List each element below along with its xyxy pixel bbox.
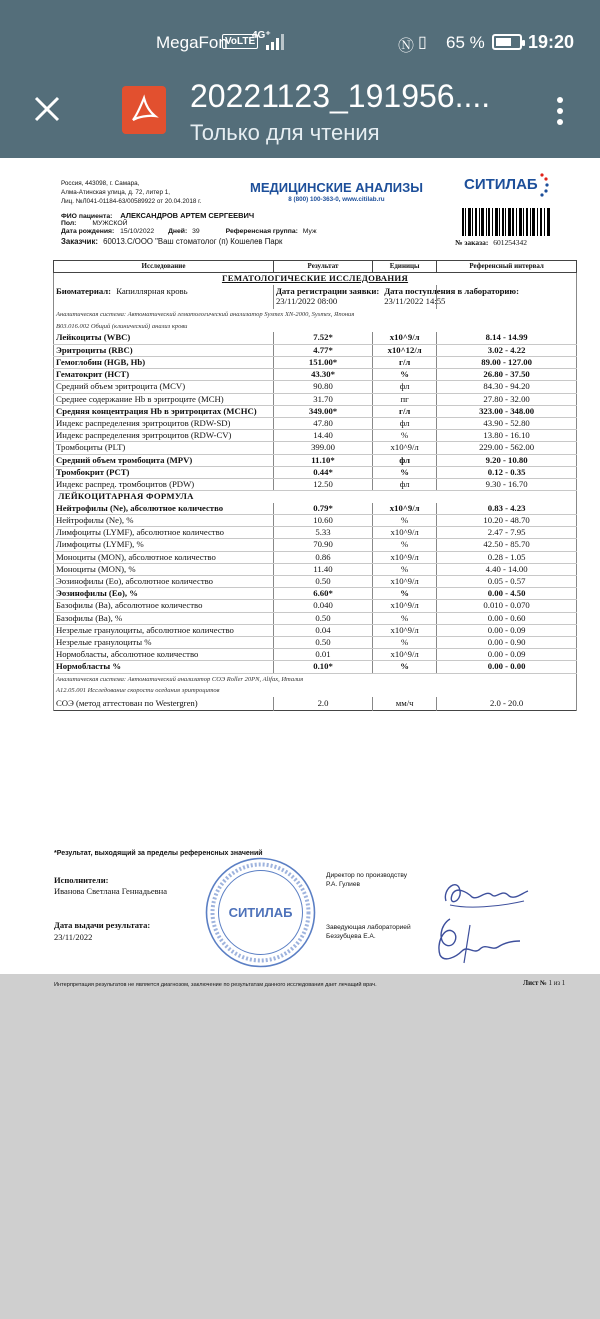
result-cell: 0.50 bbox=[273, 637, 372, 649]
arrival-date: 23/11/2022 14:55 bbox=[384, 295, 446, 306]
ref-group-label: Референсная группа: bbox=[225, 228, 298, 235]
reference-cell: 0.00 - 0.60 bbox=[437, 612, 577, 624]
unit-cell: % bbox=[373, 466, 437, 478]
citilab-logo: СИТИЛАБ bbox=[464, 176, 538, 193]
test-name-cell: Лимфоциты (LYMF), % bbox=[54, 539, 274, 551]
unit-cell: % bbox=[373, 430, 437, 442]
table-row bbox=[54, 332, 577, 344]
reference-cell: 0.00 - 0.90 bbox=[437, 637, 577, 649]
result-cell: 0.50 bbox=[273, 612, 372, 624]
reference-cell: 42.50 - 85.70 bbox=[437, 539, 577, 551]
director-title: Директор по производству bbox=[326, 872, 408, 879]
unit-cell: % bbox=[373, 588, 437, 600]
sheet-number bbox=[523, 980, 565, 987]
result-cell: 0.44* bbox=[273, 466, 372, 478]
test-name-cell: Тромбоциты (PLT) bbox=[54, 442, 274, 454]
table-row bbox=[54, 479, 577, 491]
result-cell: 7.52* bbox=[273, 332, 372, 344]
pdf-page[interactable] bbox=[0, 158, 600, 988]
table-row bbox=[54, 405, 577, 417]
result-cell: 399.00 bbox=[273, 442, 372, 454]
result-cell: 6.60* bbox=[273, 588, 372, 600]
table-row bbox=[54, 503, 577, 515]
director-block bbox=[326, 871, 407, 889]
result-cell: 12.50 bbox=[273, 479, 372, 491]
more-options-icon[interactable] bbox=[553, 96, 567, 126]
reference-cell: 0.28 - 1.05 bbox=[437, 551, 577, 563]
reference-cell: 3.02 - 4.22 bbox=[437, 344, 577, 356]
table-row bbox=[54, 624, 577, 636]
volte-badge: VoLTE bbox=[222, 34, 258, 49]
unit-cell: % bbox=[373, 514, 437, 526]
test-name-cell: Средний объем тромбоцита (MPV) bbox=[54, 454, 274, 466]
reference-cell: 4.40 - 14.00 bbox=[437, 563, 577, 575]
test-name-cell: Нейтрофилы (Ne), % bbox=[54, 514, 274, 526]
dob-value: 15/10/2022 bbox=[120, 228, 155, 235]
result-cell: 10.60 bbox=[273, 514, 372, 526]
result-cell: 11.10* bbox=[273, 454, 372, 466]
table-row bbox=[54, 514, 577, 526]
patient-name-row bbox=[61, 211, 254, 220]
result-cell: 0.04 bbox=[273, 624, 372, 636]
unit-cell: x10^9/л bbox=[373, 527, 437, 539]
customer-label: Заказчик: bbox=[61, 237, 98, 246]
reference-cell: 229.00 - 562.00 bbox=[437, 442, 577, 454]
table-row bbox=[54, 417, 577, 429]
table-row bbox=[54, 612, 577, 624]
battery-icon bbox=[492, 34, 522, 50]
unit-cell: x10^9/л bbox=[373, 649, 437, 661]
test-name-cell: Индекс распределения эритроцитов (RDW-CV) bbox=[54, 430, 274, 442]
biomaterial-cell bbox=[54, 285, 274, 309]
reference-cell: 26.80 - 37.50 bbox=[437, 369, 577, 381]
lab-head-signature bbox=[430, 915, 522, 967]
barcode-image bbox=[462, 208, 552, 236]
reference-cell: 89.00 - 127.00 bbox=[437, 356, 577, 368]
director-signature bbox=[438, 871, 530, 915]
result-cell: 0.50 bbox=[273, 576, 372, 588]
ref-group-value: Муж bbox=[302, 228, 317, 235]
vibrate-icon: ▯ bbox=[418, 34, 427, 51]
issue-date-label: Дата выдачи результата: bbox=[54, 920, 151, 930]
unit-cell: x10^9/л bbox=[373, 503, 437, 515]
unit-cell: x10^9/л bbox=[373, 332, 437, 344]
table-row bbox=[54, 637, 577, 649]
unit-cell: x10^9/л bbox=[373, 600, 437, 612]
unit-cell: % bbox=[373, 563, 437, 575]
reference-cell: 0.12 - 0.35 bbox=[437, 466, 577, 478]
days-label: Дней: bbox=[168, 228, 188, 235]
issue-date: 23/11/2022 bbox=[54, 932, 93, 942]
reference-cell: 27.80 - 32.00 bbox=[437, 393, 577, 405]
unit-cell: г/л bbox=[373, 356, 437, 368]
table-row bbox=[54, 563, 577, 575]
unit-cell: % bbox=[373, 612, 437, 624]
section-heading-row bbox=[54, 491, 577, 503]
unit-cell: мм/ч bbox=[373, 697, 437, 711]
read-only-label: Только для чтения bbox=[190, 120, 380, 145]
reference-cell: 43.90 - 52.80 bbox=[437, 417, 577, 429]
biomaterial-row bbox=[54, 285, 577, 309]
network-type-label: 4G⁺ bbox=[252, 30, 271, 41]
arrival-label: Дата поступления в лабораторию: bbox=[384, 285, 519, 296]
test-name-cell: Средний объем эритроцита (MCV) bbox=[54, 381, 274, 393]
result-cell: 0.86 bbox=[273, 551, 372, 563]
sex-label: Пол: bbox=[61, 220, 77, 227]
reference-cell: 0.00 - 0.00 bbox=[437, 661, 577, 673]
test-name-cell: Моноциты (MON), % bbox=[54, 563, 274, 575]
unit-cell: фл bbox=[373, 479, 437, 491]
test-name-cell: Базофилы (Ba), % bbox=[54, 612, 274, 624]
unit-cell: x10^9/л bbox=[373, 551, 437, 563]
result-cell: 4.77* bbox=[273, 344, 372, 356]
order-number-row bbox=[455, 238, 527, 247]
patient-sex-row bbox=[61, 220, 128, 227]
unit-cell: % bbox=[373, 539, 437, 551]
file-title: 20221123_191956.... bbox=[190, 78, 491, 114]
test-name-cell: Индекс распред. тромбоцитов (PDW) bbox=[54, 479, 274, 491]
result-cell: 70.90 bbox=[273, 539, 372, 551]
arrival-cell bbox=[382, 285, 522, 309]
test-name-cell: СОЭ (метод аттестован по Westergren) bbox=[54, 697, 274, 711]
interpretation-note: Интерпретация результатов не является диагнозом, заключение по результатам данного исследования дает лечащий врач. bbox=[54, 982, 377, 988]
test-code-note: A12.05.001 Исследование скорости оседания эритроцитов bbox=[54, 685, 577, 697]
test-name-cell: Эозинофилы (Eo), % bbox=[54, 588, 274, 600]
table-row bbox=[54, 393, 577, 405]
performers-label: Исполнители: bbox=[54, 875, 109, 885]
test-code-note: B03.016.002 Общий (клинический) анализ крови bbox=[54, 320, 577, 332]
address-line: Россия, 443098, г. Самара, bbox=[61, 180, 140, 187]
note-row bbox=[54, 685, 577, 697]
reference-cell: 0.010 - 0.070 bbox=[437, 600, 577, 612]
reference-cell: 0.05 - 0.57 bbox=[437, 576, 577, 588]
sheet-value: 1 bbox=[548, 980, 552, 987]
reference-cell: 2.0 - 20.0 bbox=[437, 697, 577, 711]
unit-cell: x10^9/л bbox=[373, 624, 437, 636]
test-name-cell: Незрелые гранулоциты % bbox=[54, 637, 274, 649]
signal-icon bbox=[266, 33, 286, 50]
table-row bbox=[54, 539, 577, 551]
table-row bbox=[54, 344, 577, 356]
patient-dob-row bbox=[61, 228, 317, 235]
table-row bbox=[54, 381, 577, 393]
order-label: № заказа: bbox=[455, 238, 489, 247]
result-cell: 31.70 bbox=[273, 393, 372, 405]
table-row bbox=[54, 430, 577, 442]
pdf-file-icon bbox=[122, 86, 166, 134]
director-name: Р.А. Гулиев bbox=[326, 881, 361, 888]
test-name-cell: Нейтрофилы (Ne), абсолютное количество bbox=[54, 503, 274, 515]
result-cell: 0.01 bbox=[273, 649, 372, 661]
table-row bbox=[54, 649, 577, 661]
analyzer-note: Аналитическая система: Автоматический анализатор СОЭ Roller 20PN, Alifax, Италия bbox=[54, 673, 577, 685]
section-heading: ГЕМАТОЛОГИЧЕСКИЕ ИССЛЕДОВАНИЯ bbox=[54, 273, 577, 285]
table-row bbox=[54, 369, 577, 381]
brand-header bbox=[250, 180, 423, 203]
sheet-total: из 1 bbox=[553, 980, 566, 987]
reference-cell: 9.30 - 16.70 bbox=[437, 479, 577, 491]
license-line: Лиц. №Л041-01184-63/00589922 от 20.04.2018 г. bbox=[61, 197, 202, 205]
performer-name: Иванова Светлана Геннадьевна bbox=[54, 886, 167, 896]
test-name-cell: Гемоглобин (HGB, Hb) bbox=[54, 356, 274, 368]
unit-cell: фл bbox=[373, 381, 437, 393]
reference-cell: 10.20 - 48.70 bbox=[437, 514, 577, 526]
nfc-icon: Ⓝ bbox=[398, 38, 415, 55]
unit-cell: фл bbox=[373, 454, 437, 466]
battery-percent: 65 % bbox=[446, 33, 485, 52]
reference-cell: 0.00 - 0.09 bbox=[437, 649, 577, 661]
table-row bbox=[54, 356, 577, 368]
reference-cell: 13.80 - 16.10 bbox=[437, 430, 577, 442]
section-heading: ЛЕЙКОЦИТАРНАЯ ФОРМУЛА bbox=[54, 491, 577, 503]
address-line: Алма-Атинская улица, д. 72, литер 1, bbox=[61, 188, 170, 196]
result-cell: 0.79* bbox=[273, 503, 372, 515]
days-value: 39 bbox=[192, 228, 200, 235]
test-name-cell: Средняя концентрация Hb в эритроцитах (MCHC) bbox=[54, 405, 274, 417]
sex-value: МУЖСКОЙ bbox=[92, 220, 128, 227]
unit-cell: % bbox=[373, 637, 437, 649]
note-row bbox=[54, 320, 577, 332]
test-name-cell: Эритроциты (RBC) bbox=[54, 344, 274, 356]
test-name-cell: Лейкоциты (WBC) bbox=[54, 332, 274, 344]
status-bar bbox=[0, 0, 600, 64]
unit-cell: г/л bbox=[373, 405, 437, 417]
test-name-cell: Нормобласты % bbox=[54, 661, 274, 673]
close-icon[interactable] bbox=[30, 92, 64, 126]
clock: 19:20 bbox=[528, 32, 575, 52]
test-name-cell: Гематокрит (HCT) bbox=[54, 369, 274, 381]
test-name-cell: Незрелые гранулоциты, абсолютное количество bbox=[54, 624, 274, 636]
sheet-label: Лист № bbox=[523, 980, 547, 987]
analyzer-note: Аналитическая система: Автоматический гематологический анализатор Sysmex XN-2000, Sysmex, Япония bbox=[54, 309, 577, 321]
unit-cell: x10^12/л bbox=[373, 344, 437, 356]
unit-cell: % bbox=[373, 369, 437, 381]
lab-head-title: Заведующая лабораторией bbox=[326, 924, 411, 931]
biomaterial-value: Капиллярная кровь bbox=[116, 285, 188, 296]
brand-contacts: 8 (800) 100-363-0, www.citilab.ru bbox=[288, 196, 385, 203]
lab-head-name: Беззубцева Е.А. bbox=[326, 933, 376, 940]
section-heading-row bbox=[54, 273, 577, 285]
biomaterial-label: Биоматериал: bbox=[56, 285, 112, 296]
test-name-cell: Эозинофилы (Eo), абсолютное количество bbox=[54, 576, 274, 588]
table-row bbox=[54, 466, 577, 478]
table-row bbox=[54, 442, 577, 454]
stamp-text: СИТИЛАБ bbox=[228, 905, 293, 920]
order-number: 601254342 bbox=[493, 238, 528, 247]
reference-cell: 2.47 - 7.95 bbox=[437, 527, 577, 539]
result-cell: 349.00* bbox=[273, 405, 372, 417]
reference-cell: 8.14 - 14.99 bbox=[437, 332, 577, 344]
reference-cell: 0.00 - 4.50 bbox=[437, 588, 577, 600]
table-header-row bbox=[54, 261, 577, 273]
result-cell: 0.10* bbox=[273, 661, 372, 673]
column-header: Единицы bbox=[373, 261, 437, 273]
table-row bbox=[54, 527, 577, 539]
unit-cell: x10^9/л bbox=[373, 442, 437, 454]
logo-dots-icon bbox=[538, 172, 550, 198]
customer-value: 60013.С/ООО "Ваш стоматолог (п) Кошелев Парк bbox=[103, 237, 283, 246]
result-cell: 5.33 bbox=[273, 527, 372, 539]
result-cell: 47.80 bbox=[273, 417, 372, 429]
test-name-cell: Базофилы (Ba), абсолютное количество bbox=[54, 600, 274, 612]
test-name-cell: Среднее содержание Hb в эритроците (MCH) bbox=[54, 393, 274, 405]
unit-cell: фл bbox=[373, 417, 437, 429]
table-row bbox=[54, 576, 577, 588]
test-name-cell: Тромбокрит (PCT) bbox=[54, 466, 274, 478]
patient-name: АЛЕКСАНДРОВ АРТЕМ СЕРГЕЕВИЧ bbox=[120, 211, 255, 220]
reference-cell: 84.30 - 94.20 bbox=[437, 381, 577, 393]
table-row bbox=[54, 551, 577, 563]
dob-label: Дата рождения: bbox=[61, 228, 115, 235]
patient-name-label: ФИО пациента: bbox=[61, 213, 113, 220]
footnote: *Результат, выходящий за пределы референсных значений bbox=[54, 850, 263, 857]
registration-date: 23/11/2022 08:00 bbox=[275, 295, 338, 306]
carrier-label: MegaFon bbox=[156, 33, 228, 52]
column-header: Результат bbox=[273, 261, 372, 273]
lab-address bbox=[61, 180, 201, 206]
result-cell: 151.00* bbox=[273, 356, 372, 368]
brand-title: МЕДИЦИНСКИЕ АНАЛИЗЫ bbox=[250, 180, 423, 195]
result-cell: 43.30* bbox=[273, 369, 372, 381]
test-name-cell: Моноциты (MON), абсолютное количество bbox=[54, 551, 274, 563]
result-cell: 2.0 bbox=[273, 697, 372, 711]
unit-cell: x10^9/л bbox=[373, 576, 437, 588]
result-cell: 0.040 bbox=[273, 600, 372, 612]
reference-cell: 0.83 - 4.23 bbox=[437, 503, 577, 515]
table-row bbox=[54, 588, 577, 600]
reference-cell: 323.00 - 348.00 bbox=[437, 405, 577, 417]
test-name-cell: Нормобласты, абсолютное количество bbox=[54, 649, 274, 661]
unit-cell: % bbox=[373, 661, 437, 673]
column-header: Исследование bbox=[54, 261, 274, 273]
note-row bbox=[54, 309, 577, 321]
table-row bbox=[54, 661, 577, 673]
column-header: Референсный интервал bbox=[437, 261, 577, 273]
results-table bbox=[53, 260, 577, 711]
test-name-cell: Лимфоциты (LYMF), абсолютное количество bbox=[54, 527, 274, 539]
lab-head-block bbox=[326, 923, 411, 941]
app-bar bbox=[0, 64, 600, 158]
table-row bbox=[54, 454, 577, 466]
note-row bbox=[54, 673, 577, 685]
unit-cell: пг bbox=[373, 393, 437, 405]
customer-row bbox=[61, 237, 282, 246]
reference-cell: 0.00 - 0.09 bbox=[437, 624, 577, 636]
result-cell: 11.40 bbox=[273, 563, 372, 575]
table-row bbox=[54, 600, 577, 612]
lab-stamp bbox=[203, 855, 318, 970]
test-name-cell: Индекс распределения эритроцитов (RDW-SD) bbox=[54, 417, 274, 429]
table-row bbox=[54, 697, 577, 711]
registration-label: Дата регистрации заявки: bbox=[275, 285, 380, 296]
result-cell: 90.80 bbox=[273, 381, 372, 393]
reference-cell: 9.20 - 10.80 bbox=[437, 454, 577, 466]
result-cell: 14.40 bbox=[273, 430, 372, 442]
